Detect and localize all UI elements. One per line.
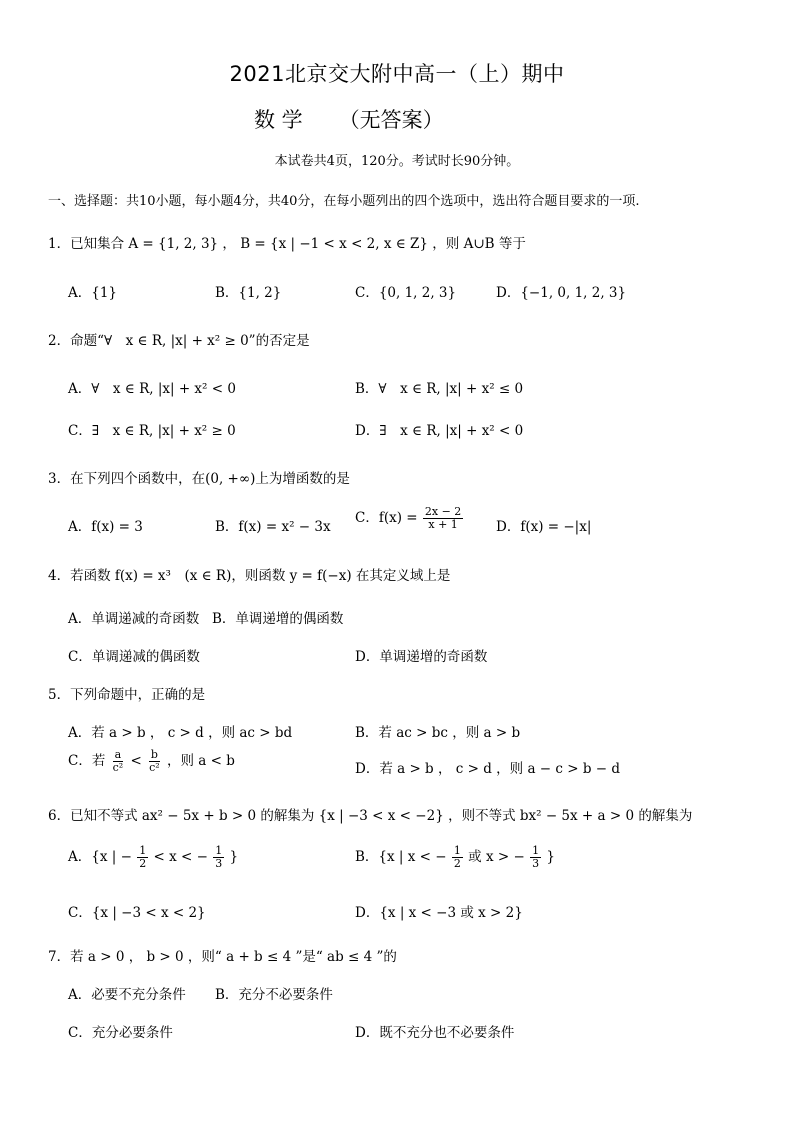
- q6b-fraction-1: [452, 845, 463, 869]
- q6-option-b-middle: 或 x > −: [468, 849, 525, 865]
- q4-option-d: D．单调递增的奇函数: [355, 649, 488, 665]
- q1-option-c: C．{0, 1, 2, 3}: [355, 285, 457, 301]
- q1-option-b: B．{1, 2}: [215, 285, 282, 301]
- q5-less-than: <: [130, 753, 142, 769]
- q5-option-c-tail: ，则 a < b: [167, 753, 235, 769]
- q3-option-a: A．f(x) = 3: [68, 519, 143, 535]
- q6-option-a-middle: < x < −: [153, 849, 208, 865]
- page-title: 2021北京交大附中高一（上）期中: [229, 62, 565, 86]
- q2-option-c: C．∃ x ∈ R, |x| + x² ≥ 0: [68, 423, 236, 439]
- q5-fraction-1-numerator: a: [114, 748, 122, 762]
- q5-fraction-2-denominator: c²: [149, 761, 160, 774]
- q5-fraction-1-denominator: c²: [112, 761, 124, 774]
- q6-option-b-close: }: [546, 849, 555, 865]
- question-2: 2．命题“∀ x ∈ R, |x| + x² ≥ 0”的否定是: [48, 333, 310, 349]
- question-7: 7．若 a > 0 ， b > 0 ，则“ a + b ≤ 4 ”是“ ab ≤ 4 ”的: [48, 949, 397, 965]
- section-heading: 一、选择题：共10小题，每小题4分，共40分，在每小题列出的四个选项中，选出符合题目要求的一项.: [48, 194, 640, 209]
- no-answer-tag: （无答案）: [338, 108, 444, 132]
- q4-option-b: B．单调递增的偶函数: [212, 611, 344, 627]
- q6-option-b: [355, 845, 555, 870]
- exam-note: 本试卷共4页，120分。考试时长90分钟。: [274, 154, 520, 169]
- q7-option-b: B．充分不必要条件: [215, 987, 333, 1003]
- q5-fraction-1: [111, 749, 126, 773]
- q6a-fraction-2-denominator: 3: [215, 857, 223, 870]
- q3-option-d: D．f(x) = −|x|: [496, 519, 592, 535]
- q6-option-d: D．{x | x < −3 或 x > 2}: [355, 905, 523, 921]
- q3-option-b: B．f(x) = x² − 3x: [215, 519, 331, 535]
- q2-option-b: B．∀ x ∈ R, |x| + x² ≤ 0: [355, 381, 524, 397]
- q4-option-a: A．单调递减的奇函数: [68, 611, 200, 627]
- q6-option-a: [68, 845, 238, 870]
- q6a-fraction-2-numerator: 1: [215, 844, 223, 858]
- q6-option-b-prefix: B．{x | x < −: [355, 849, 447, 865]
- q5-fraction-2: [147, 749, 162, 773]
- q6b-fraction-1-numerator: 1: [453, 844, 461, 858]
- q7-option-d: D．既不充分也不必要条件: [355, 1025, 515, 1041]
- q5-option-c-prefix: C．若: [68, 753, 106, 769]
- q7-option-c: C．充分必要条件: [68, 1025, 173, 1041]
- q6-option-a-prefix: A．{x | −: [68, 849, 132, 865]
- q7-option-a: A．必要不充分条件: [68, 987, 186, 1003]
- q3-option-c-prefix: C．f(x) =: [355, 510, 418, 526]
- q5-fraction-2-numerator: b: [150, 748, 158, 762]
- q6-option-a-close: }: [229, 849, 239, 865]
- q3-fraction: [423, 506, 463, 530]
- q5-option-a: A．若 a > b ， c > d ，则 ac > bd: [68, 725, 293, 741]
- q6b-fraction-2-denominator: 3: [532, 857, 540, 870]
- q6a-fraction-1-denominator: 2: [139, 857, 147, 870]
- question-6: 6．已知不等式 ax² − 5x + b > 0 的解集为 {x | −3 < x < −2} ，则不等式 bx² − 5x + a > 0 的解集为: [48, 808, 693, 824]
- q2-option-a: A．∀ x ∈ R, |x| + x² < 0: [68, 381, 236, 397]
- q6b-fraction-2-numerator: 1: [532, 844, 540, 858]
- question-5: 5．下列命题中，正确的是: [48, 687, 206, 703]
- q3-option-c: [355, 506, 464, 531]
- question-1: 1．已知集合 A = {1, 2, 3} ， B = {x | −1 < x < 2, x ∈ Z} ，则 A∪B 等于: [48, 236, 526, 252]
- q6-option-c: C．{x | −3 < x < 2}: [68, 905, 206, 921]
- q6a-fraction-1: [137, 845, 148, 869]
- subject-label: 数 学: [254, 108, 303, 132]
- q5-option-c: [68, 749, 235, 774]
- q2-option-d: D．∃ x ∈ R, |x| + x² < 0: [355, 423, 524, 439]
- question-4: 4．若函数 f(x) = x³ (x ∈ R)，则函数 y = f(−x) 在其定义域上是: [48, 568, 451, 584]
- q6a-fraction-2: [213, 845, 224, 869]
- q6b-fraction-1-denominator: 2: [453, 857, 461, 870]
- question-3: 3．在下列四个函数中，在(0, +∞)上为增函数的是: [48, 471, 350, 487]
- q3-fraction-denominator: x + 1: [428, 518, 458, 531]
- page-subtitle: [254, 104, 444, 134]
- q4-option-c: C．单调递减的偶函数: [68, 649, 200, 665]
- q3-fraction-numerator: 2x − 2: [424, 505, 462, 519]
- q1-option-d: D．{−1, 0, 1, 2, 3}: [496, 285, 627, 301]
- q6b-fraction-2: [530, 845, 541, 869]
- q5-option-d: D．若 a > b ， c > d ，则 a − c > b − d: [355, 761, 621, 777]
- q5-option-b: B．若 ac > bc ，则 a > b: [355, 725, 521, 741]
- q6a-fraction-1-numerator: 1: [139, 844, 147, 858]
- q1-option-a: A．{1}: [68, 285, 118, 301]
